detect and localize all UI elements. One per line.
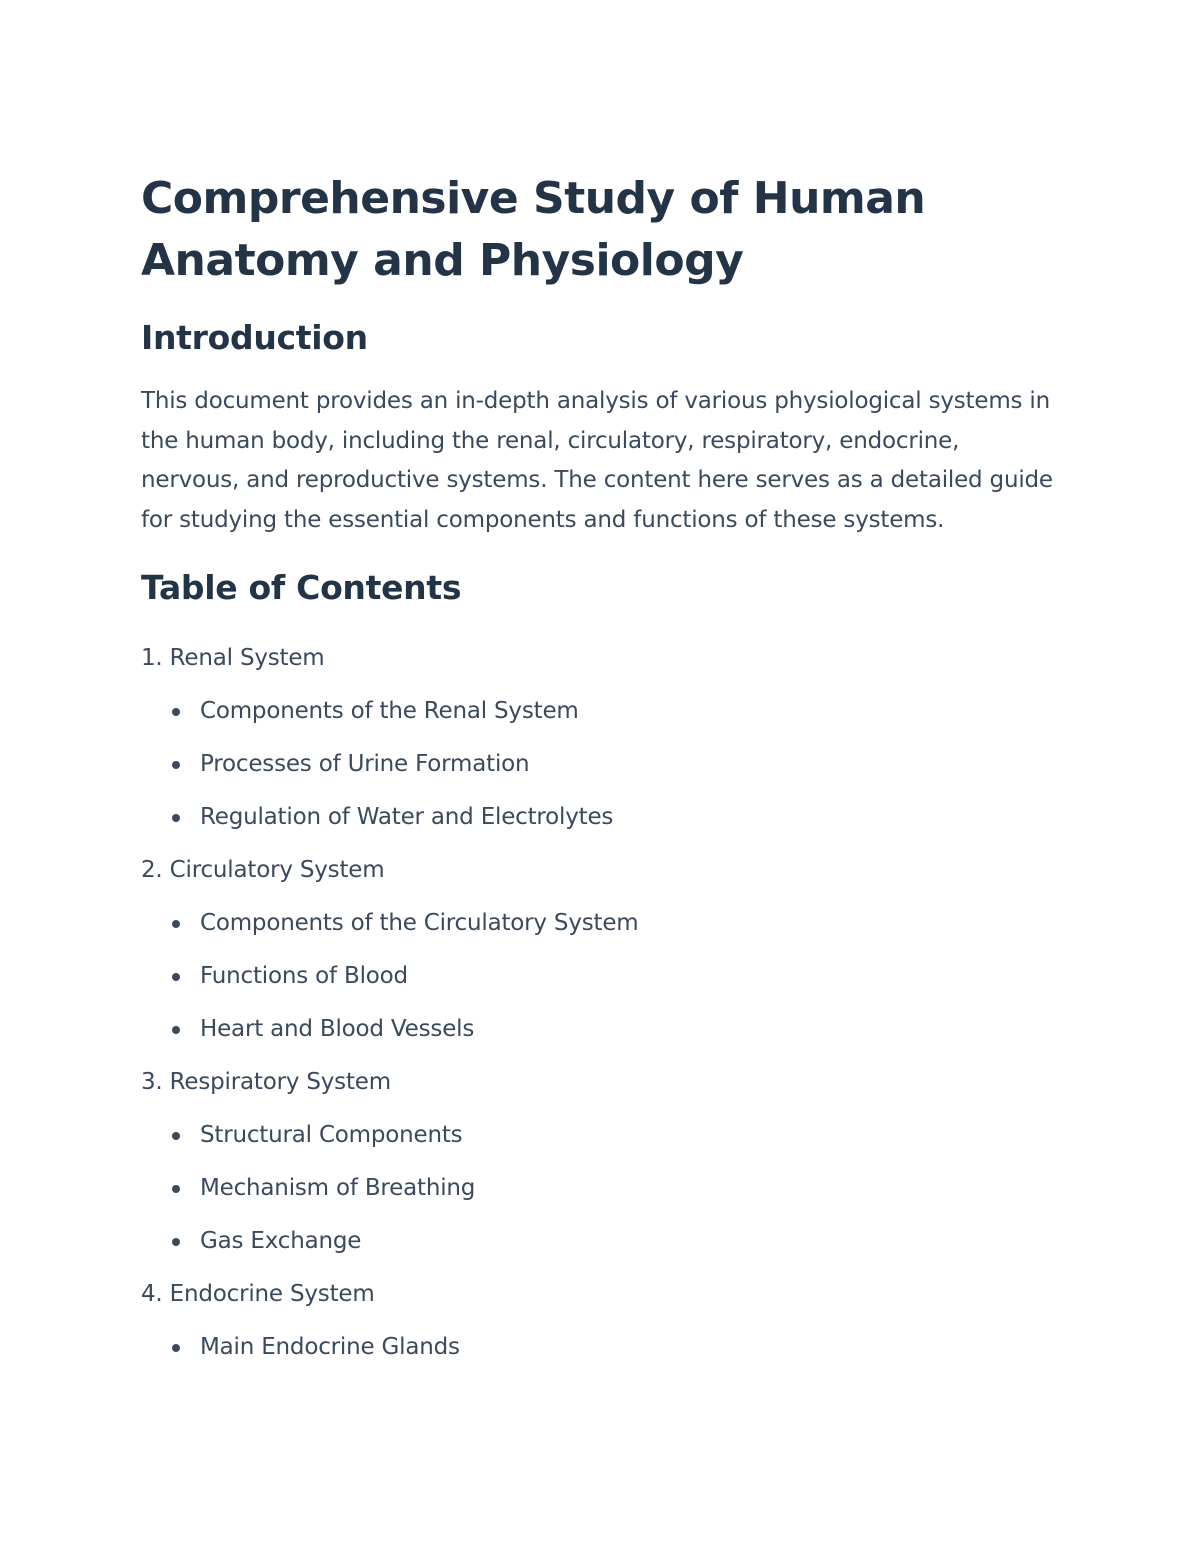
document-title — [141, 168, 1061, 292]
toc-subitem-text: Main Endocrine Glands — [200, 1334, 460, 1360]
toc-item-text: Renal System — [169, 645, 325, 671]
bullet-icon — [172, 708, 180, 716]
toc-subitem-text: Structural Components — [200, 1122, 463, 1148]
toc-sublist — [141, 1321, 1061, 1374]
toc-subitem — [141, 1215, 1061, 1268]
toc-subitem — [141, 1109, 1061, 1162]
toc-item-respiratory-system — [141, 1056, 1061, 1268]
bullet-icon — [172, 1185, 180, 1193]
toc-item-renal-system — [141, 632, 1061, 844]
bullet-icon — [172, 1344, 180, 1352]
toc-subitem-text: Processes of Urine Formation — [200, 751, 530, 777]
title-line-2: Anatomy and Physiology — [141, 235, 744, 286]
toc-subitem-text: Components of the Renal System — [200, 698, 579, 724]
title-line-1: Comprehensive Study of Human — [141, 173, 926, 224]
toc-subitem — [141, 738, 1061, 791]
toc-item-label — [141, 632, 1061, 685]
toc-heading: Table of Contents — [141, 568, 462, 607]
toc-subitem-text: Heart and Blood Vessels — [200, 1016, 475, 1042]
document-page — [141, 168, 1061, 1374]
toc-item-label — [141, 844, 1061, 897]
toc-subitem — [141, 685, 1061, 738]
bullet-icon — [172, 920, 180, 928]
toc-sublist — [141, 1109, 1061, 1268]
toc-item-number: 3. — [141, 1069, 163, 1095]
toc-item-number: 1. — [141, 645, 163, 671]
toc-subitem — [141, 1321, 1061, 1374]
toc-subitem-text: Mechanism of Breathing — [200, 1175, 476, 1201]
toc-sublist — [141, 685, 1061, 844]
toc-subitem — [141, 950, 1061, 1003]
toc-item-label — [141, 1056, 1061, 1109]
toc-item-text: Respiratory System — [169, 1069, 391, 1095]
toc-subitem — [141, 897, 1061, 950]
toc-subitem — [141, 1003, 1061, 1056]
toc-subitem-text: Gas Exchange — [200, 1228, 362, 1254]
toc-subitem-text: Components of the Circulatory System — [200, 910, 639, 936]
toc-sublist — [141, 897, 1061, 1056]
toc-item-label — [141, 1268, 1061, 1321]
toc-item-number: 2. — [141, 857, 163, 883]
toc-item-text: Endocrine System — [169, 1281, 375, 1307]
bullet-icon — [172, 761, 180, 769]
toc-item-endocrine-system — [141, 1268, 1061, 1374]
bullet-icon — [172, 814, 180, 822]
toc-subitem-text: Regulation of Water and Electrolytes — [200, 804, 614, 830]
bullet-icon — [172, 1238, 180, 1246]
bullet-icon — [172, 1132, 180, 1140]
toc-subitem — [141, 1162, 1061, 1215]
bullet-icon — [172, 973, 180, 981]
toc-item-text: Circulatory System — [169, 857, 385, 883]
toc-subitem — [141, 791, 1061, 844]
introduction-paragraph: This document provides an in-depth analysis of various physiological systems in the human body, including the renal, circulatory, respiratory, endocrine, nervous, and reproductive systems. The content here serves as a detailed guide for studying the essential components and functions of these systems. — [141, 388, 1053, 533]
toc-item-circulatory-system — [141, 844, 1061, 1056]
table-of-contents — [141, 632, 1061, 1374]
toc-item-number: 4. — [141, 1281, 163, 1307]
bullet-icon — [172, 1026, 180, 1034]
toc-subitem-text: Functions of Blood — [200, 963, 408, 989]
introduction-heading: Introduction — [141, 318, 368, 357]
